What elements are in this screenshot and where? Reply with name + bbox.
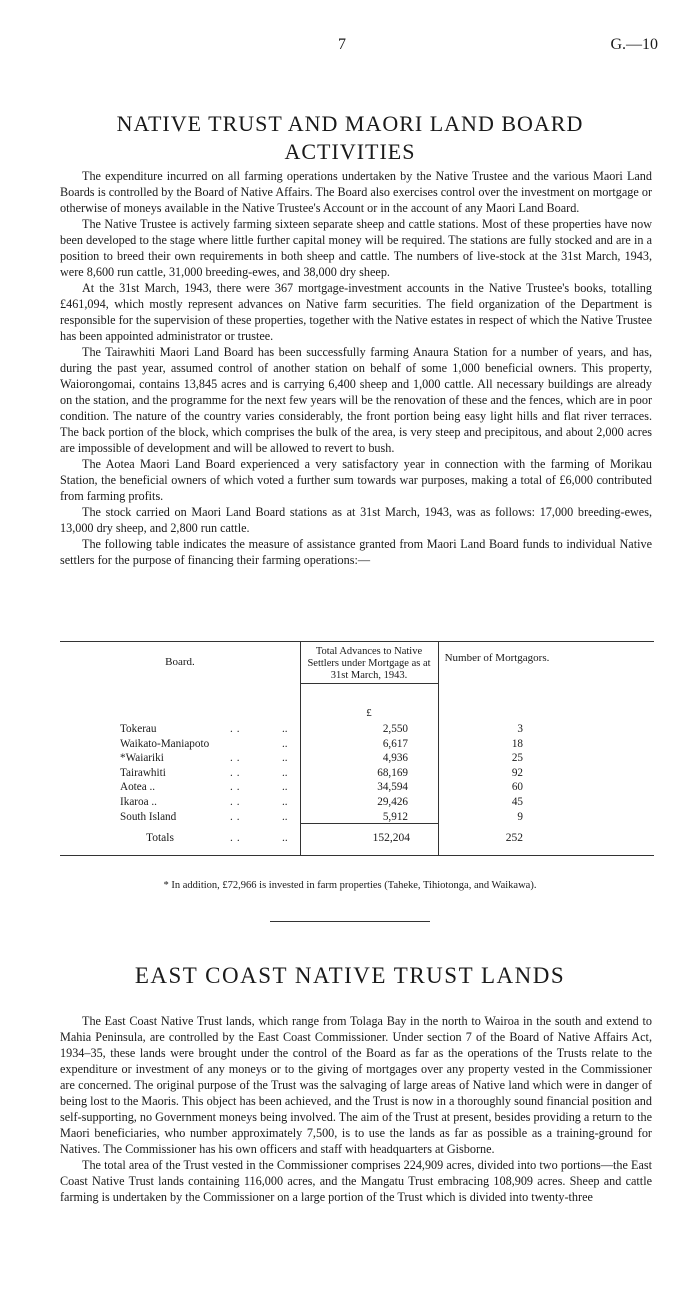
leader-dots: .. bbox=[230, 781, 244, 794]
document-reference: G.—10 bbox=[610, 36, 658, 53]
section-separator bbox=[270, 921, 430, 922]
header-advances: Total Advances to Native Settlers under Mortgage as at 31st March, 1943. bbox=[307, 646, 431, 681]
heading-line-1: NATIVE TRUST AND MAORI LAND BOARD bbox=[116, 111, 584, 136]
totals-advances: 152,204 bbox=[372, 832, 410, 844]
leader-dots: .. bbox=[282, 781, 288, 794]
board-name: *Waiariki bbox=[120, 752, 164, 765]
leader-dots: .. bbox=[230, 766, 244, 779]
mortgagors-value: 18 bbox=[511, 737, 523, 750]
table-row bbox=[60, 767, 654, 782]
advances-value: 34,594 bbox=[377, 781, 408, 794]
totals-row bbox=[60, 832, 654, 848]
leader-dots: .. bbox=[230, 752, 244, 765]
advances-value: 5,912 bbox=[382, 810, 408, 823]
board-name: Ikaroa .. bbox=[120, 795, 157, 808]
paragraph: The stock carried on Maori Land Board stations as at 31st March, 1943, was as follows: 17,000 breeding-ewes, 13,000 dry sheep, and 2,800 run cattle. bbox=[60, 505, 652, 535]
leader-dots: .. bbox=[282, 737, 288, 750]
header-mortgagors: Number of Mortgagors. bbox=[444, 652, 550, 664]
table-bottom-rule bbox=[60, 855, 654, 856]
section-heading-native-trust bbox=[60, 110, 640, 166]
leader-dots: .. bbox=[230, 832, 244, 844]
advances-value: 4,936 bbox=[382, 752, 408, 765]
totals-mortgagors: 252 bbox=[505, 832, 523, 844]
totals-rule bbox=[300, 823, 438, 824]
table-footnote: * In addition, £72,966 is invested in farm properties (Taheke, Tihiotonga, and Waikawa). bbox=[163, 880, 537, 891]
totals-label: Totals bbox=[146, 832, 174, 844]
leader-dots: .. bbox=[282, 766, 288, 779]
paragraph: The East Coast Native Trust lands, which range from Tolaga Bay in the north to Wairoa in the south and extend to Mahia Peninsula, are controlled by the East Coast Commissioner. Under section 7 of the Board of Native Affairs Act, 1934–35, these lands were brought under the control of the Board as far as the operations of the Trusts relate to the expenditure or investment of any moneys or to the giving of mortgages over any property vested in the Commissioner are concerned. The original purpose of the Trust was the salvaging of large areas of Native land which were in danger of being lost to the Maoris. This object has been achieved, and the Trust is now in a thoroughly sound financial position and self-supporting, no Government moneys being involved. The aim of the Trust at present, besides providing a return to the Maori beneficiaries, who number approximately 7,500, is to use the lands as far as possible as a training-ground for Natives. The Commissioner has his own officers and staff with headquarters at Gisborne. bbox=[60, 1014, 652, 1156]
board-name: Tokerau bbox=[120, 723, 157, 735]
leader-dots: .. bbox=[230, 723, 244, 735]
paragraph: The expenditure incurred on all farming operations undertaken by the Native Trustee and the various Maori Land Boards is controlled by the Board of Native Affairs. The Board also exercises control over the investment on mortgage or otherwise of moneys available in the Native Trustee's Account or in the account of any Maori Land Board. bbox=[60, 169, 652, 215]
paragraph: The Aotea Maori Land Board experienced a very satisfactory year in connection with the farming of Morikau Station, the beneficial owners of which voted a further sum towards war purposes, making a total of £6,000 contributed from farming profits. bbox=[60, 457, 652, 503]
advances-value: 29,426 bbox=[377, 795, 408, 808]
table-header bbox=[60, 642, 654, 684]
board-name: Aotea .. bbox=[120, 781, 156, 794]
board-name: Tairawhiti bbox=[120, 766, 166, 779]
advances-value: 2,550 bbox=[382, 723, 408, 735]
header-board: Board. bbox=[165, 656, 195, 668]
advances-table bbox=[60, 641, 654, 844]
paragraph: The Native Trustee is actively farming sixteen separate sheep and cattle stations. Most of these properties have now been developed to the stage where little further capital money will be required. The stations are fully stocked and are in a position to breed their own requirements in both sheep and cattle. The numbers of live-stock at the 31st March, 1943, were 8,600 run cattle, 31,000 breeding-ewes, and 38,000 dry sheep. bbox=[60, 217, 652, 279]
board-name: Waikato-Maniapoto bbox=[120, 737, 210, 750]
mortgagors-value: 60 bbox=[511, 781, 523, 794]
table-row bbox=[60, 723, 654, 738]
paragraph: The following table indicates the measure of assistance granted from Maori Land Board funds to individual Native settlers for the purpose of financing their farming operations:— bbox=[60, 537, 652, 567]
section-body-east-coast bbox=[60, 1013, 652, 1205]
mortgagors-value: 92 bbox=[511, 766, 523, 779]
table-row bbox=[60, 796, 654, 811]
table-row bbox=[60, 781, 654, 796]
paragraph: The total area of the Trust vested in the Commissioner comprises 224,909 acres, divided into two portions—the East Coast Native Trust lands containing 116,000 acres, and the Mangatu Trust embracing 108,909 acres. Sheep and cattle farming is undertaken by the Commissioner on a large portion of the Trust which is divided into twenty-three bbox=[60, 1158, 652, 1204]
page-header bbox=[0, 36, 700, 60]
leader-dots: .. bbox=[230, 795, 244, 808]
section-body-native-trust bbox=[60, 168, 652, 568]
mortgagors-value: 9 bbox=[517, 810, 523, 823]
leader-dots: .. bbox=[282, 795, 288, 808]
leader-dots: .. bbox=[282, 810, 288, 823]
currency-symbol: £ bbox=[366, 707, 372, 719]
table-body bbox=[60, 723, 654, 825]
board-name: South Island bbox=[120, 810, 177, 823]
paragraph: The Tairawhiti Maori Land Board has been successfully farming Anaura Station for a number of years, and has, during the past year, assumed control of another station on behalf of some 1,000 beneficial owners. This property, Waiorongomai, contains 13,845 acres and is carrying 6,400 sheep and 1,000 cattle. All necessary buildings are already on the station, and the programme for the next few years will be the renovation of these and the fences, which are in poor condition. The nature of the country varies considerably, the front portion being easy light hills and flat river terraces. The back portion of the block, which comprises the bulk of the area, is very steep and precipitous, and about 2,000 acres are impossible of development and will be allowed to revert to bush. bbox=[60, 345, 652, 455]
header-rule bbox=[300, 683, 438, 684]
heading-line-2: ACTIVITIES bbox=[284, 139, 416, 164]
table-row bbox=[60, 752, 654, 767]
advances-value: 6,617 bbox=[382, 737, 408, 750]
mortgagors-value: 45 bbox=[511, 795, 523, 808]
table-row bbox=[60, 738, 654, 753]
page-number: 7 bbox=[338, 36, 346, 53]
leader-dots: .. bbox=[282, 832, 288, 844]
leader-dots: .. bbox=[282, 752, 288, 765]
leader-dots: .. bbox=[282, 723, 288, 735]
mortgagors-value: 3 bbox=[517, 723, 523, 735]
leader-dots: .. bbox=[230, 810, 244, 823]
mortgagors-value: 25 bbox=[511, 752, 523, 765]
paragraph: At the 31st March, 1943, there were 367 mortgage-investment accounts in the Native Trustee's books, totalling £461,094, which mostly represent advances on Native farm securities. The field organization of the Department is responsible for the supervision of these properties, together with the Native estates in respect of which the Native Trustee has been appointed administrator or trustee. bbox=[60, 281, 652, 343]
advances-value: 68,169 bbox=[377, 766, 408, 779]
section-heading-east-coast: EAST COAST NATIVE TRUST LANDS bbox=[134, 963, 566, 988]
